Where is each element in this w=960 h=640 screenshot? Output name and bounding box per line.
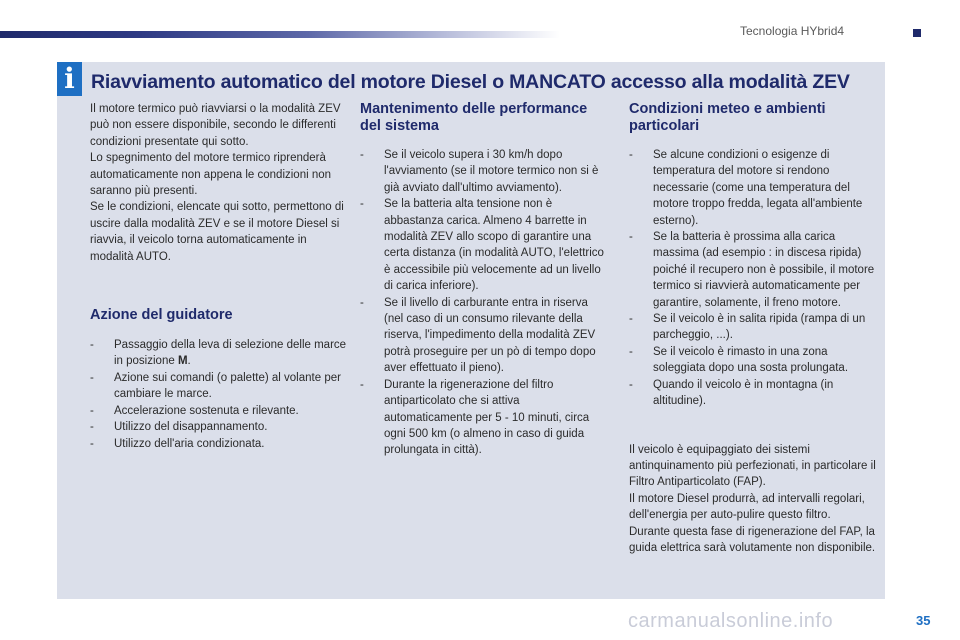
dash-marker: - [629,345,633,358]
list-item-text: Se il veicolo supera i 30 km/h dopo l'avviamento (se il motore termico non si è già avviato dall'ultimo avviamento). [384,149,599,194]
gear-position-label: M [177,355,188,368]
list-item [629,147,877,229]
intro-paragraph-1: Il motore termico può riavviarsi o la modalità ZEV può non essere disponibile, secondo le differenti condizioni presentate qui sotto. [90,103,341,148]
column-middle [360,101,610,459]
list-item [90,436,348,452]
list-item-text: Passaggio della leva di selezione delle marce in posizione [114,339,347,368]
list-item [629,229,877,311]
list-item [90,419,348,435]
weather-heading: Condizioni meteo e ambienti particolari [629,101,826,134]
fap-note-paragraph-2: Il motore Diesel produrrà, ad intervalli regolari, dell'energia per auto-pulire questo filtro. [629,492,865,522]
list-item [360,147,610,196]
dash-marker: - [360,378,364,391]
list-item-tail: . [187,355,191,368]
dash-marker: - [90,371,94,384]
fap-note-paragraph-1: Il veicolo è equipaggiato dei sistemi antinquinamento più perfezionati, in particolare il Filtro Antiparticolato (FAP). [629,443,876,489]
driver-action-heading: Azione del guidatore [90,307,233,324]
fap-note [629,442,877,557]
list-item-text: Se il livello di carburante entra in riserva (nel caso di un consumo rilevante della riserva, l'impedimento della modalità ZEV potrà proseguire per un pò di tempo dopo aver effettuato il pieno). [384,296,596,375]
list-item [90,403,348,419]
dash-marker: - [629,313,633,326]
list-item-text: Utilizzo del disappannamento. [114,421,268,434]
list-item [629,344,877,377]
dash-marker: - [360,296,364,309]
weather-list [629,147,877,410]
list-item-text: Azione sui comandi (o palette) al volante per cambiare le marce. [114,371,341,401]
dash-marker: - [629,231,633,244]
corner-square-marker [913,29,921,37]
list-item-text: Se alcune condizioni o esigenze di temperatura del motore si rendono necessarie (come una temperatura del motore troppo fredda, legata all'ambiente esterno). [653,149,863,227]
dash-marker: - [90,437,94,450]
list-item-text: Se la batteria è prossima alla carica massima (ad esempio : in discesa ripida) poiché il recupero non è possibile, il motore termico si riavvierà automaticamente per garantire, solamente, il freno motore. [653,231,875,309]
page-title: Riavviamento automatico del motore Diesel o MANCATO accesso alla modalità ZEV [91,71,850,93]
list-item-text: Utilizzo dell'aria condizionata. [114,437,265,450]
dash-marker: - [629,149,633,161]
dash-marker: - [90,404,94,417]
watermark: carmanualsonline.info [628,610,834,632]
list-item [90,370,348,403]
dash-marker: - [360,198,364,211]
performance-heading: Mantenimento delle performance del sistema [360,101,588,134]
list-item-text: Se il veicolo è in salita ripida (rampa di un parcheggio, ...). [653,313,866,342]
section-title: Tecnologia HYbrid4 [740,24,845,38]
performance-list [360,147,610,459]
driver-action-list [90,337,348,452]
list-item [629,377,877,410]
dash-marker: - [629,378,633,391]
list-item-text: Accelerazione sostenuta e rilevante. [114,404,299,417]
list-item [629,311,877,344]
list-item [90,337,348,370]
info-icon: i [57,62,82,96]
fap-note-paragraph-3: Durante questa fase di rigenerazione del FAP, la guida elettrica sarà volutamente non disponibile. [629,525,876,554]
dash-marker: - [90,421,94,434]
intro-paragraph-2: Lo spegnimento del motore termico riprenderà automaticamente non appena le condizioni non saranno più presenti. [90,152,332,198]
column-right [629,101,877,556]
list-item-text: Durante la rigenerazione del filtro antiparticolato che si attiva automaticamente per 5 - 10 minuti, circa ogni 500 km (o almeno in caso di guida prolungata in città). [384,378,590,457]
list-item [360,196,610,294]
list-item [360,295,610,377]
dash-marker: - [90,339,94,352]
column-left [90,101,348,452]
intro-paragraph-3: Se le condizioni, elencate qui sotto, permettono di uscire dalla modalità ZEV e se il motore Diesel si riavvia, il veicolo torna automaticamente in modalità AUTO. [90,201,344,263]
list-item-text: Se la batteria alta tensione non è abbastanza carica. Almeno 4 barrette in modalità ZEV allo scopo di garantire una certa distanza (in modalità AUTO, l'elettrico è accessibile più velocemente ad un livello di carica inferiore). [384,198,604,293]
list-item-text: Quando il veicolo è in montagna (in altitudine). [653,378,834,408]
page-number: 35 [916,613,931,628]
header-gradient-bar [0,31,560,38]
list-item [360,377,610,459]
list-item-text: Se il veicolo è rimasto in una zona soleggiata dopo una sosta prolungata. [653,345,849,375]
dash-marker: - [360,149,364,161]
